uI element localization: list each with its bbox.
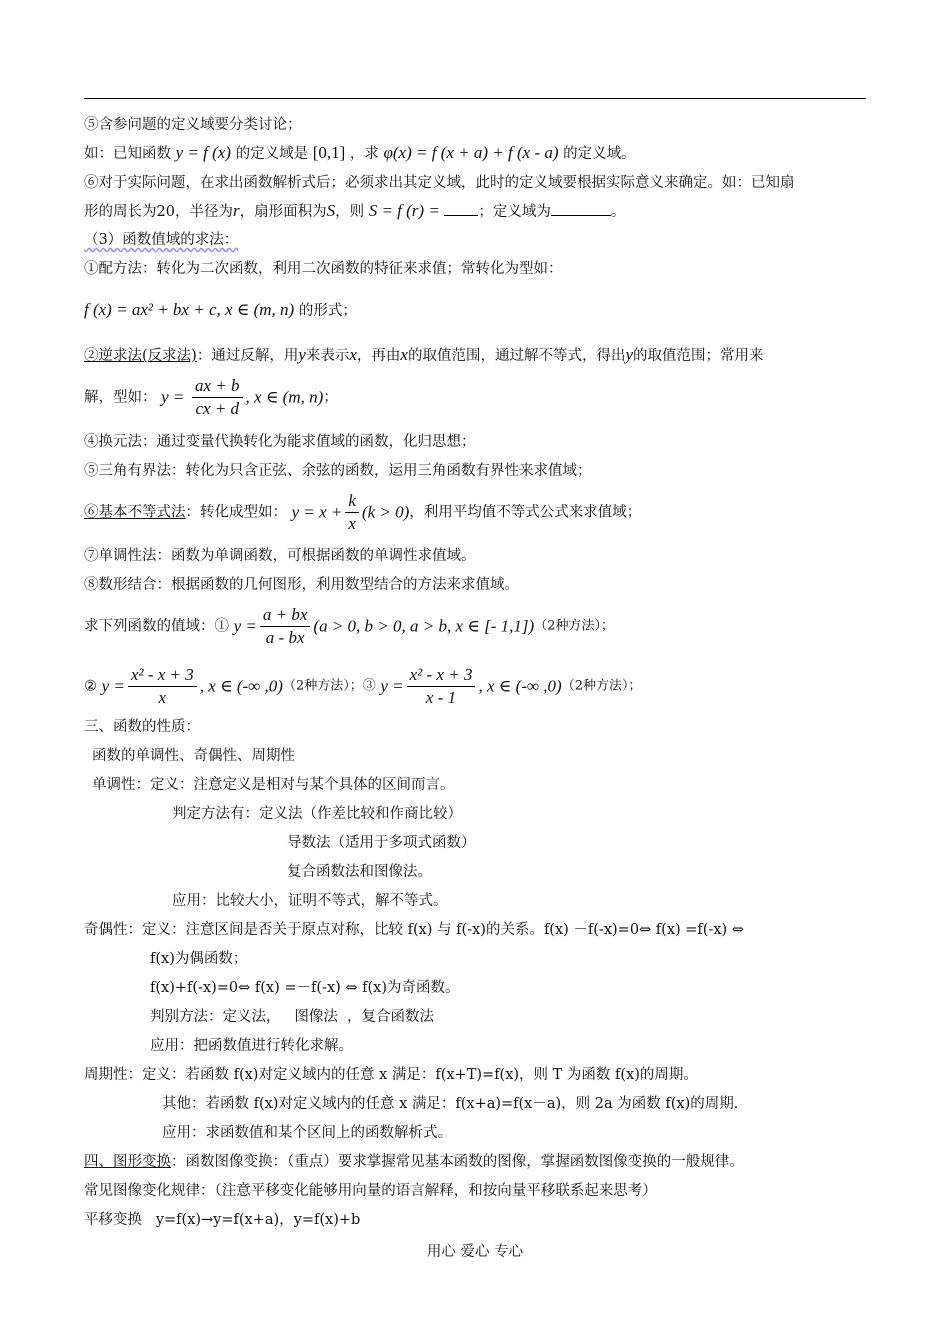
text-line: f (x) = ax² + bx + c, x ∈ (m, n) 的形式； [84,300,357,319]
text-line: f(x)为偶函数； [150,951,248,967]
math-expression: [0,1] [312,143,346,162]
text-line: 单调性：定义：注意定义是相对与某个具体的区间而言。 [92,777,455,793]
text-line: 导数法（适用于多项式函数） [287,835,476,851]
text-line: 形的周长为20，半径为r，扇形面积为S，则 S = f (r) = ；定义域为 。 [84,201,626,220]
math-expression: φ(x) = f (x + a) + f (x - a) [383,143,559,162]
page-footer: 用心 爱心 专心 [426,1244,524,1260]
math-expression: f (x) = ax² + bx + c, x ∈ (m, n) [84,300,295,319]
text-line: ②逆求法(反求法)：通过反解，用y来表示x，再由x的取值范围，通过解不等式，得出y的取值范围；常用来 [84,345,764,364]
text-line: ② y = $\frac{\text{x² - x + 3}}{x}$ , x ∈ (-∞ ,0)（2种方法）；③ y = $\frac{\text{x² - x + 3}}{x - 1}$ , x ∈ (-∞ ,0)（2种方法）； [84,665,642,707]
math-expression: S = f (r) = [368,201,440,220]
text-line: 应用：把函数值进行转化求解。 [150,1038,353,1054]
text-line: ⑤含参问题的定义域要分类讨论； [84,117,302,133]
text-line: 判定方法有：定义法（作差比较和作商比较） [172,806,462,822]
text-line: ⑧数形结合：根据函数的几何图形，利用数型结合的方法来求值域。 [84,577,519,593]
text-line: f(x)+f(-x)=0⇔ f(x) =－f(-x) ⇔ f(x)为奇函数。 [150,980,460,996]
section-heading: （3）函数值域的求法： [84,232,239,248]
section-heading: 四、图形变换：函数图像变换：（重点）要求掌握常见基本函数的图像，掌握函数图像变换的一般规律。 [84,1154,744,1170]
text-line: ⑥基本不等式法：转化成型如： y = x + $\frac{k}{x}$ (k > 0)，利用平均值不等式公式来求值域； [84,491,642,533]
math-expression: y = f (x) [175,143,231,162]
text-line: 其他：若函数 f(x)对定义域内的任意 x 满足：f(x+a)=f(x－a)，则 2a 为函数 f(x)的周期. [162,1096,739,1112]
text-line: 应用：比较大小，证明不等式，解不等式。 [172,893,448,909]
answer-blank [444,201,478,216]
text-line: ⑤三角有界法：转化为只含正弦、余弦的函数，运用三角函数有界性来求值域； [84,463,592,479]
text-line: 求下列函数的值域：① y = $\frac{a + bx}{a - bx}$ (a > 0, b > 0, a > b, x ∈ [- 1,1])（2种方法）； [84,605,614,647]
text-line: 周期性：定义：若函数 f(x)对定义域内的任意 x 满足：f(x+T)=f(x)，则 T 为函数 f(x)的周期。 [84,1067,698,1083]
text-line: 如：已知函数 y = f (x) 的定义域是 [0,1] ，求 φ(x) = f (x + a) + f (x - a) 的定义域。 [84,143,636,162]
text-line: 复合函数法和图像法。 [287,864,432,880]
fraction: $\frac{\text{x² - x + 3}}{x - 1}$ [407,664,476,709]
text-line: ⑦单调性法：函数为单调函数，可根据函数的单调性求值域。 [84,548,476,564]
fraction: $\frac{ax + b}{cx + d}$ [192,375,243,420]
text-line: 应用：求函数值和某个区间上的函数解析式。 [162,1125,452,1141]
section-heading: 三、函数的性质： [84,719,200,735]
text-line: 平移变换 y=f(x)→y=f(x+a)，y=f(x)+b [84,1212,361,1228]
header-rule [84,98,866,99]
text-line: ④换元法：通过变量代换转化为能求值域的函数，化归思想； [84,434,476,450]
text-line: 判别方法：定义法， 图像法 ，复合函数法 [150,1009,435,1025]
text-line: 解，型如： y = $\frac{ax + b}{cx + d}$ , x ∈ (m, n)； [84,376,338,418]
answer-blank [551,201,611,216]
text-line: ⑥对于实际问题，在求出函数解析式后；必须求出其定义域，此时的定义域要根据实际意义来确定。如：已知扇 [84,175,795,191]
text-line: 函数的单调性、奇偶性、周期性 [92,748,295,764]
fraction: $\frac{k}{x}$ [345,490,359,535]
text-line: 常见图像变化规律：（注意平移变化能够用向量的语言解释，和按向量平移联系起来思考） [84,1183,657,1199]
fraction: $\frac{\text{x² - x + 3}}{x}$ [128,664,197,709]
text-line: ①配方法：转化为二次函数，利用二次函数的特征来求值；常转化为型如： [84,261,563,277]
fraction: $\frac{a + bx}{a - bx}$ [260,604,311,649]
text-line: 奇偶性：定义：注意区间是否关于原点对称，比较 f(x) 与 f(-x)的关系。f(x) －f(-x)=0⇔ f(x) =f(-x) ⇔ [84,922,744,938]
